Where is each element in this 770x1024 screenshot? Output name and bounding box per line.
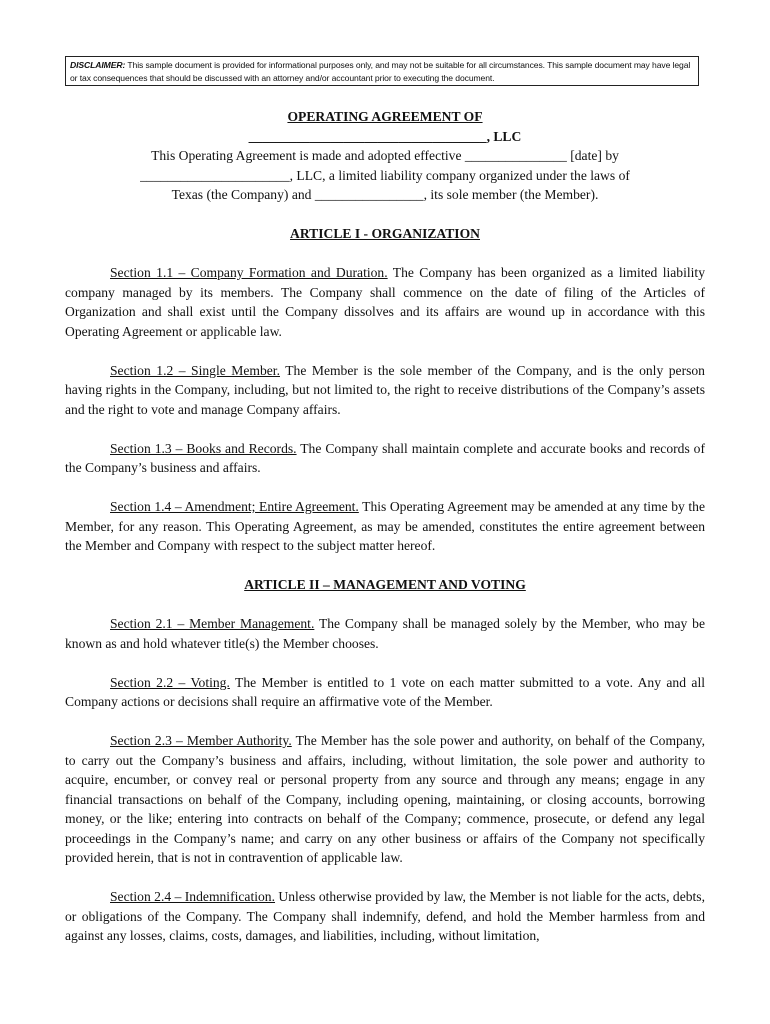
intro-line-3: Texas (the Company) and ________________, its sole member (the Member). (171, 187, 599, 202)
article-2-heading: ARTICLE II – MANAGEMENT AND VOTING (244, 577, 526, 592)
section-1-4 (65, 497, 705, 556)
document-title: OPERATING AGREEMENT OF (287, 109, 483, 124)
section-2-2 (65, 673, 705, 712)
section-1-3-body: The Company shall maintain complete and accurate books and records of the Company’s business and affairs. (65, 440, 705, 475)
section-2-2-heading: Section 2.2 – Voting. (110, 674, 230, 690)
section-1-4-body: This Operating Agreement may be amended at any time by the Member, for any reason. This Operating Agreement, as may be amended, constitutes the entire agreement between the Member and Company with respect to the subject matter hereof. (65, 499, 705, 553)
disclaimer-text: This sample document is provided for informational purposes only, and may not be suitable for all circumstances. This sample document may have legal or tax consequences that should be discussed with an attorney and/or accountant prior to executing the document. (70, 60, 691, 83)
section-2-1 (65, 614, 705, 653)
section-1-1-heading: Section 1.1 – Company Formation and Duration. (110, 265, 388, 280)
section-2-1-body: The Company shall be managed solely by the Member, who may be known as and hold whatever title(s) the Member chooses. (65, 616, 705, 651)
llc-name-line: ___________________________________, LLC (248, 128, 522, 144)
intro-line-2: ______________________, LLC, a limited liability company organized under the laws of (140, 167, 630, 183)
intro-line-1: This Operating Agreement is made and adopted effective _______________ [date] by (151, 148, 619, 163)
agreement-body (65, 107, 705, 946)
section-2-4 (65, 887, 705, 946)
section-2-3-body: The Member has the sole power and authority, on behalf of the Company, to carry out the Company’s business and affairs, including, without limitation, the sole power and authority to acquire, encumber, or convey real or personal property from any source and through any means; engage in any financial transactions on behalf of the Company, including opening, maintaining, or closing accounts, borrowing money, or the like; entering into contracts on behalf of the Company; commence, prosecute, or defend any legal proceedings in the Company’s name; and carry on any other business or affairs of the Company not specifically provided herein, that is not in contravention of applicable law. (65, 733, 705, 865)
section-2-3 (65, 731, 705, 868)
section-1-2 (65, 361, 705, 420)
section-1-3 (65, 439, 705, 478)
section-1-3-heading: Section 1.3 – Books and Records. (110, 440, 297, 456)
section-1-2-heading: Section 1.2 – Single Member. (110, 362, 280, 378)
section-1-4-heading: Section 1.4 – Amendment; Entire Agreement. (110, 499, 359, 514)
section-2-4-body: Unless otherwise provided by law, the Member is not liable for the acts, debts, or obligations of the Company. The Company shall indemnify, defend, and hold the Member harmless from and against any losses, claims, costs, damages, and liabilities, including, without limitation, (65, 889, 705, 943)
section-2-3-heading: Section 2.3 – Member Authority. (110, 733, 292, 748)
section-1-1-body: The Company has been organized as a limited liability company managed by its members. The Company shall commence on the date of filing of the Articles of Organization and shall exist until the Company dissolves and its affairs are wound up in accordance with this Operating Agreement or applicable law. (65, 265, 705, 339)
section-1-1 (65, 263, 705, 341)
section-2-2-body: The Member is entitled to 1 vote on each matter submitted to a vote. Any and all Company actions or decisions shall require an affirmative vote of the Member. (65, 674, 705, 709)
article-1-heading: ARTICLE I - ORGANIZATION (290, 226, 480, 241)
section-1-2-body: The Member is the sole member of the Company, and is the only person having rights in the Company, including, but not limited to, the right to receive distributions of the Company’s assets and the right to vote and manage Company affairs. (65, 362, 705, 417)
section-2-1-heading: Section 2.1 – Member Management. (110, 616, 315, 631)
disclaimer-box (65, 56, 699, 86)
section-2-4-heading: Section 2.4 – Indemnification. (110, 889, 276, 904)
disclaimer-label: DISCLAIMER: (70, 60, 126, 70)
